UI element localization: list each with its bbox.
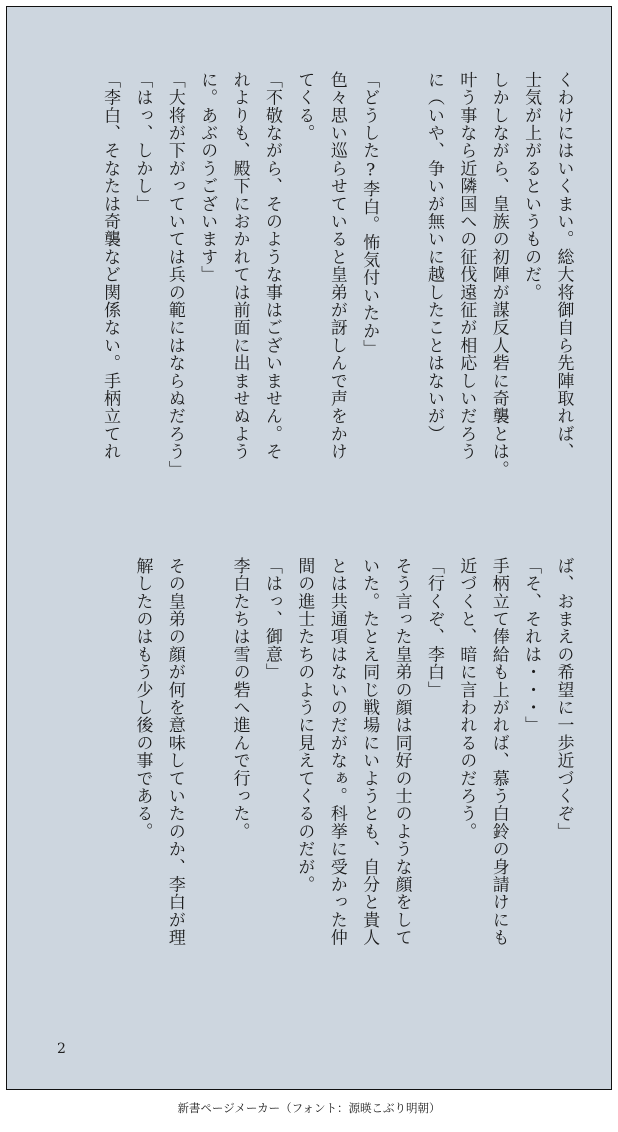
text-column: いた。たとえ同じ戦場にいようとも、自分と貴人	[360, 557, 381, 947]
text-column: くわけにはいくまい。総大将御自ら先陣取れば、	[555, 71, 575, 461]
text-column: 近づくと、暗に言われるのだろう。	[457, 557, 478, 841]
text-column: 「はっ、御意」	[263, 557, 284, 681]
text-column: しかしながら、皇族の初陣が謀反人砦に奇襲とは。	[490, 71, 511, 479]
text-column: その皇弟の顔が何を意味していたのか、李白が理	[166, 557, 187, 947]
text-column: 李白たちは雪の砦へ進んで行った。	[231, 557, 252, 841]
text-column: に（いや、争いが無いに越したことはないが）	[425, 71, 446, 443]
blank-column	[199, 557, 219, 1021]
text-column: に。あぶのうございます」	[198, 71, 219, 284]
text-column: 色々思い巡らせていると皇弟が訝しんで声をかけ	[328, 71, 349, 461]
text-column: 「そ、それは・・・」	[522, 557, 543, 734]
blank-column	[393, 71, 413, 535]
page-number: 2	[57, 1041, 66, 1057]
upper-text-block	[37, 71, 575, 535]
text-column: 「大将が下がっていては兵の範にはならぬだろう」	[166, 71, 187, 479]
lower-text-block	[37, 557, 575, 1021]
text-column: 叶う事なら近隣国への征伐遠征が相応しいだろう	[457, 71, 478, 461]
text-column: 士気が上がるというものだ。	[522, 71, 543, 302]
text-column: 「不敬ながら、そのような事はございません。そ	[263, 71, 284, 461]
text-column: とは共通項はないのだがなぁ。科挙に受かった仲	[328, 557, 349, 947]
text-column: 解したのはもう少し後の事である。	[133, 557, 154, 841]
text-column: てくる。	[295, 71, 316, 142]
text-column: 「行くぞ、李白」	[425, 557, 446, 699]
text-column: 「どうした?李白。怖気付いたか」	[360, 71, 381, 358]
book-page	[6, 6, 612, 1090]
text-column: 間の進士たちのように見えてくるのだが。	[295, 557, 316, 894]
footer-credit: 新書ページメーカー（フォント：源暎こぶり明朝）	[177, 1101, 441, 1115]
text-column: 「李白、そなたは奇襲など関係ない。手柄立てれ	[101, 71, 122, 461]
text-column: れよりも、殿下におかれては前面に出ませぬよう	[231, 71, 252, 461]
text-column: そう言った皇弟の顔は同好の士のような顔をして	[393, 557, 414, 947]
text-column: 「はっ、しかし」	[133, 71, 154, 213]
blank-column	[102, 557, 122, 1021]
text-column: ば、おまえの希望に一歩近づくぞ」	[555, 557, 575, 841]
text-column: 手柄立て俸給も上がれば、慕う白鈴の身請けにも	[490, 557, 511, 947]
